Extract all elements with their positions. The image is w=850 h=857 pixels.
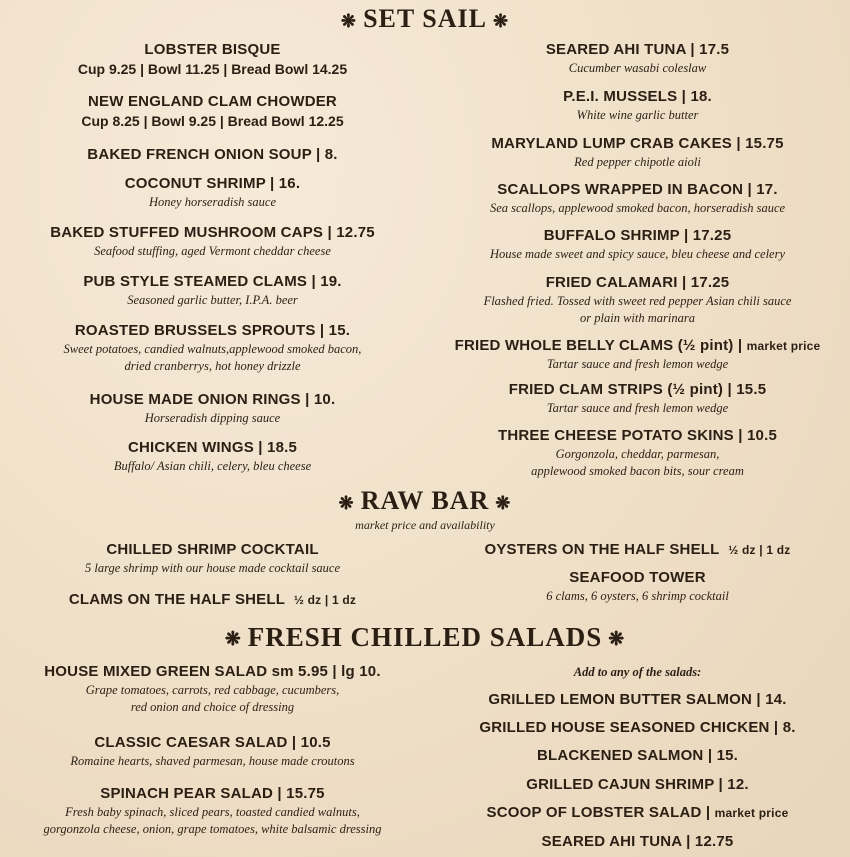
menu-item-chicken-wings	[0, 438, 425, 475]
item-name	[0, 590, 425, 610]
item-name: BAKED FRENCH ONION SOUP | 8.	[87, 146, 338, 163]
menu-item-french-onion	[0, 145, 425, 165]
menu-item-whole-belly-clams	[425, 336, 850, 373]
item-desc-line2: dried cranberrys, hot honey drizzle	[124, 359, 301, 373]
addon-note-text: Add to any of the salads:	[573, 665, 702, 679]
item-name: NEW ENGLAND CLAM CHOWDER	[88, 93, 337, 110]
item-name-text: FRIED WHOLE BELLY CLAMS (½ pint) |	[454, 337, 743, 354]
item-name	[425, 803, 850, 823]
section-title-set-sail	[0, 4, 850, 34]
item-name: MARYLAND LUMP CRAB CAKES | 15.75	[491, 135, 784, 152]
item-desc: Flashed fried. Tossed with sweet red pepper Asian chili sauce	[483, 294, 792, 308]
item-desc: Gorgonzola, cheddar, parmesan,	[555, 447, 720, 461]
menu-item-clam-chowder	[0, 92, 425, 131]
item-name: HOUSE MADE ONION RINGS | 10.	[89, 391, 336, 408]
item-name-text: CLAMS ON THE HALF SHELL	[68, 591, 286, 608]
item-name: P.E.I. MUSSELS | 18.	[563, 88, 712, 105]
ornament-icon: ❋	[495, 492, 512, 513]
menu-item-seafood-tower	[425, 568, 850, 605]
item-desc: House made sweet and spicy sauce, bleu cheese and celery	[489, 247, 786, 261]
item-name: PUB STYLE STEAMED CLAMS | 19.	[83, 273, 342, 290]
menu-item-oysters-half-shell	[425, 540, 850, 560]
ornament-icon: ❋	[338, 492, 355, 513]
item-name: SEARED AHI TUNA | 12.75	[541, 833, 734, 850]
item-name: SEAFOOD TOWER	[569, 569, 706, 586]
item-name: FRIED CLAM STRIPS (½ pint) | 15.5	[508, 381, 767, 398]
item-price-note: ½ dz | 1 dz	[293, 593, 357, 607]
item-name: SPINACH PEAR SALAD | 15.75	[100, 785, 325, 802]
item-name: BAKED STUFFED MUSHROOM CAPS | 12.75	[50, 224, 375, 241]
item-price-note: market price	[714, 806, 789, 820]
item-desc: 5 large shrimp with our house made cocktail sauce	[84, 561, 341, 575]
item-price-note: ½ dz | 1 dz	[728, 543, 791, 557]
menu-item-potato-skins	[425, 426, 850, 480]
item-name: SCALLOPS WRAPPED IN BACON | 17.	[497, 181, 778, 198]
menu-item-scallops	[425, 180, 850, 217]
item-name: SEARED AHI TUNA | 17.5	[545, 41, 730, 58]
menu-item-clams-half-shell	[0, 590, 425, 610]
menu-item-crab-cakes	[425, 134, 850, 171]
item-name: THREE CHEESE POTATO SKINS | 10.5	[498, 427, 777, 444]
menu-item-coconut-shrimp	[0, 174, 425, 211]
section-title-salads	[0, 622, 850, 653]
item-desc: Grape tomatoes, carrots, red cabbage, cucumbers,	[85, 683, 340, 697]
item-name: LOBSTER BISQUE	[144, 41, 281, 58]
item-desc-line2: gorgonzola cheese, onion, grape tomatoes, white balsamic dressing	[43, 822, 382, 836]
item-name	[425, 336, 850, 356]
menu-item-fried-calamari	[425, 273, 850, 327]
raw-bar-note: market price and availability	[355, 518, 495, 532]
item-name: ROASTED BRUSSELS SPROUTS | 15.	[74, 322, 351, 339]
item-desc: Honey horseradish sauce	[148, 195, 277, 209]
item-name: GRILLED CAJUN SHRIMP | 12.	[526, 776, 749, 793]
ornament-icon: ❋	[340, 10, 358, 31]
menu-item-brussels-sprouts	[0, 321, 425, 375]
item-name-text: SCOOP OF LOBSTER SALAD |	[486, 804, 711, 821]
addon-ahi-tuna	[425, 832, 850, 852]
item-name-text: OYSTERS ON THE HALF SHELL	[484, 541, 720, 558]
item-desc: Seafood stuffing, aged Vermont cheddar cheese	[94, 244, 331, 258]
menu-item-steamed-clams	[0, 272, 425, 309]
item-name: CHILLED SHRIMP COCKTAIL	[106, 541, 319, 558]
section-title-text: SET SAIL	[363, 4, 487, 33]
menu-item-clam-strips	[425, 380, 850, 417]
item-name	[425, 540, 850, 560]
item-desc: Tartar sauce and fresh lemon wedge	[546, 357, 729, 371]
item-desc: Romaine hearts, shaved parmesan, house made croutons	[70, 754, 355, 768]
item-desc: White wine garlic butter	[576, 108, 699, 122]
item-desc-line2: or plain with marinara	[580, 311, 695, 325]
item-desc: 6 clams, 6 oysters, 6 shrimp cocktail	[546, 589, 729, 603]
item-name: BUFFALO SHRIMP | 17.25	[543, 227, 732, 244]
section-title-text: FRESH CHILLED SALADS	[247, 622, 603, 652]
menu-item-lobster-bisque	[0, 40, 425, 79]
item-prices: Cup 9.25 | Bowl 11.25 | Bread Bowl 14.25	[77, 61, 348, 77]
menu-item-house-salad	[0, 662, 425, 716]
item-desc: Sea scallops, applewood smoked bacon, horseradish sauce	[489, 201, 786, 215]
item-desc: Sweet potatoes, candied walnuts,applewood smoked bacon,	[63, 342, 362, 356]
item-desc: Tartar sauce and fresh lemon wedge	[546, 401, 729, 415]
addon-seasoned-chicken	[425, 718, 850, 738]
item-desc-line2: red onion and choice of dressing	[130, 700, 295, 714]
item-name: FRIED CALAMARI | 17.25	[545, 274, 730, 291]
item-desc: Seasoned garlic butter, I.P.A. beer	[127, 293, 298, 307]
salad-addon-note	[425, 664, 850, 681]
item-name: HOUSE MIXED GREEN SALAD sm 5.95 | lg 10.	[44, 663, 381, 680]
addon-cajun-shrimp	[425, 775, 850, 795]
item-desc: Buffalo/ Asian chili, celery, bleu cheese	[113, 459, 312, 473]
ornament-icon: ❋	[224, 629, 242, 651]
section-title-text: RAW BAR	[360, 486, 490, 515]
item-desc: Cucumber wasabi coleslaw	[568, 61, 707, 75]
menu-item-spinach-pear-salad	[0, 784, 425, 838]
addon-lemon-salmon	[425, 690, 850, 710]
item-desc: Red pepper chipotle aioli	[574, 155, 701, 169]
item-price-note: market price	[746, 339, 821, 353]
item-name: GRILLED LEMON BUTTER SALMON | 14.	[488, 691, 787, 708]
menu-item-caesar-salad	[0, 733, 425, 770]
menu-item-pei-mussels	[425, 87, 850, 124]
menu-item-ahi-tuna	[425, 40, 850, 77]
item-name: BLACKENED SALMON | 15.	[536, 747, 739, 764]
item-name: CLASSIC CAESAR SALAD | 10.5	[94, 734, 331, 751]
section-title-raw-bar	[0, 486, 850, 516]
menu-item-shrimp-cocktail	[0, 540, 425, 577]
menu-item-buffalo-shrimp	[425, 226, 850, 263]
ornament-icon: ❋	[608, 629, 626, 651]
item-prices: Cup 8.25 | Bowl 9.25 | Bread Bowl 12.25	[81, 113, 344, 129]
item-name: COCONUT SHRIMP | 16.	[124, 175, 301, 192]
item-desc-line2: applewood smoked bacon bits, sour cream	[531, 464, 744, 478]
item-desc: Fresh baby spinach, sliced pears, toasted candied walnuts,	[65, 805, 360, 819]
addon-lobster-salad	[425, 803, 850, 823]
item-name: CHICKEN WINGS | 18.5	[127, 439, 298, 456]
addon-blackened-salmon	[425, 746, 850, 766]
menu-item-onion-rings	[0, 390, 425, 427]
ornament-icon: ❋	[492, 10, 510, 31]
item-desc: Horseradish dipping sauce	[144, 411, 281, 425]
item-name: GRILLED HOUSE SEASONED CHICKEN | 8.	[479, 719, 796, 736]
menu-item-mushroom-caps	[0, 223, 425, 260]
